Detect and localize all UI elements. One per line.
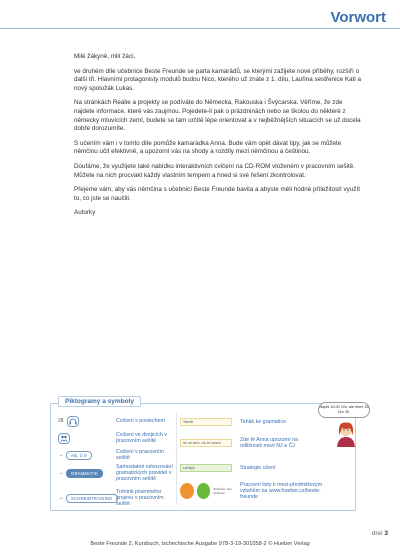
legend-label: Cvičení s poslechem: [116, 417, 165, 424]
legend-label: Tahák ke gramatice: [240, 418, 286, 425]
legend-label: [240, 482, 328, 501]
paragraph-1: ve druhém díle učebnice Beste Freunde se parta kamarádů, se kterými zažijete nové příběhy, rozšíří o další tři. Hlavními protagonisty modulů budou Nico, kterého už znáte z 1. dílu, Lauřina sestřenice Kati a nový spolužák Lukas.: [74, 67, 362, 92]
orange-badge-icon: [180, 483, 194, 499]
learning-tip-thumbnail: Lerntipp: [180, 464, 232, 472]
legend-row-writing: [58, 488, 173, 508]
workbook-symbol: AB, Ü 9: [66, 451, 92, 460]
pair-work-icon: [58, 433, 70, 444]
legend-row-worksheets: [180, 478, 345, 504]
page-number-digit: 3: [384, 530, 388, 537]
pictogram-heading: Piktogramy a symboly: [58, 396, 141, 407]
anna-avatar-icon: [334, 421, 358, 447]
paragraph-5: Přejeme vám, aby vás němčina s učebnicí Beste Freunde bavila a abyste měli hodně příležitostí využít to, co jste se naučili.: [74, 186, 360, 202]
paragraph-2: Na stránkách Reálie a projekty se podíváte do Německa, Rakouska i Švýcarska. Věříme, že zde najdete informace, které vás zaujmou. Pojedete-li pak o prázdninách nebo se školou do některé z německy mluvících zemí, budete se tam určitě lépe orientovat a v nejběžnějších situacích se už docela dobře dorozumíte.: [74, 99, 361, 133]
grammar-table-thumbnail: Tabelle: [180, 418, 232, 426]
website-link[interactable]: www.hueber.cz/beste-freunde: [240, 487, 321, 501]
writing-symbol: SCHREIBTRAINING: [66, 494, 118, 503]
footer-credits: Beste Freunde 2, Kursbuch, tschechische Ausgabe 978-3-19-301058-2 © Hueber Verlag: [90, 541, 310, 547]
paragraph-3: S učením vám i v tomto díle pomůže kamarádka Anna. Bude vám opět dávat tipy, jak se můžete němčinu učit efektivně, a upozorní vás na shody a rozdíly mezi němčinou a češtinou.: [74, 139, 342, 156]
page-title: Vorwort: [330, 9, 386, 26]
legend-row-workbook: [58, 448, 173, 462]
letter: [74, 53, 364, 224]
badge-caption: Zwischen den Schritten: [213, 487, 232, 495]
badge-group: [180, 483, 240, 499]
speech-bubble: Napiš 16:30 Uhr, ale řekni 16 Uhr 30.: [318, 402, 370, 418]
legend-row-anna-hint: [180, 432, 345, 454]
page-number-word: drei: [371, 530, 383, 537]
page-number: [372, 530, 388, 537]
paragraph-4: Doufáme, že využijete také nabídku interaktivních cvičení na CD-ROM vloženém v pracovním sešitě. Můžete na nich procvakt každý vlastním tempem a hned si své řešení zkontrolovat.: [74, 162, 356, 179]
arrow-icon: →: [58, 495, 64, 501]
greeting: Milé žákyně, milí žáci,: [74, 53, 136, 60]
column-divider: [176, 413, 177, 505]
comparison-thumbnail: ich wir kann / du ihr kannst: [180, 439, 232, 447]
legend-label: Zde tě Anna upozorní na odlišnosti mezi NJ a ČJ: [240, 436, 299, 449]
arrow-icon: →: [58, 452, 64, 458]
legend-row-strategy: [180, 460, 345, 476]
title-rule: [0, 28, 400, 29]
headphones-icon: [67, 416, 79, 427]
legend-label: Strategie učení: [240, 464, 276, 471]
worksheets-label: Pracovní listy k mezi-předmětovým vztahům na: [240, 481, 323, 494]
signature: Autorky: [74, 209, 96, 217]
legend-label: Cvičení ve dvojicích v pracovním sešitě: [116, 431, 167, 444]
green-badge-icon: [197, 483, 211, 499]
legend-row-audio: [58, 414, 173, 428]
legend-row-pair: [58, 431, 173, 445]
legend-row-grammar: [58, 463, 173, 483]
legend-label: Trénink písemného projevu v pracovním sešitě: [116, 488, 164, 508]
legend-label: Samostatné odvozování gramatických pravidel v pracovním sešitě: [116, 463, 173, 483]
track-number: 28: [58, 418, 64, 424]
grammar-symbol: GRAMMATIK: [66, 469, 103, 478]
arrow-icon: →: [58, 470, 64, 476]
legend-label: Cvičení v pracovním sešitě: [116, 448, 164, 461]
